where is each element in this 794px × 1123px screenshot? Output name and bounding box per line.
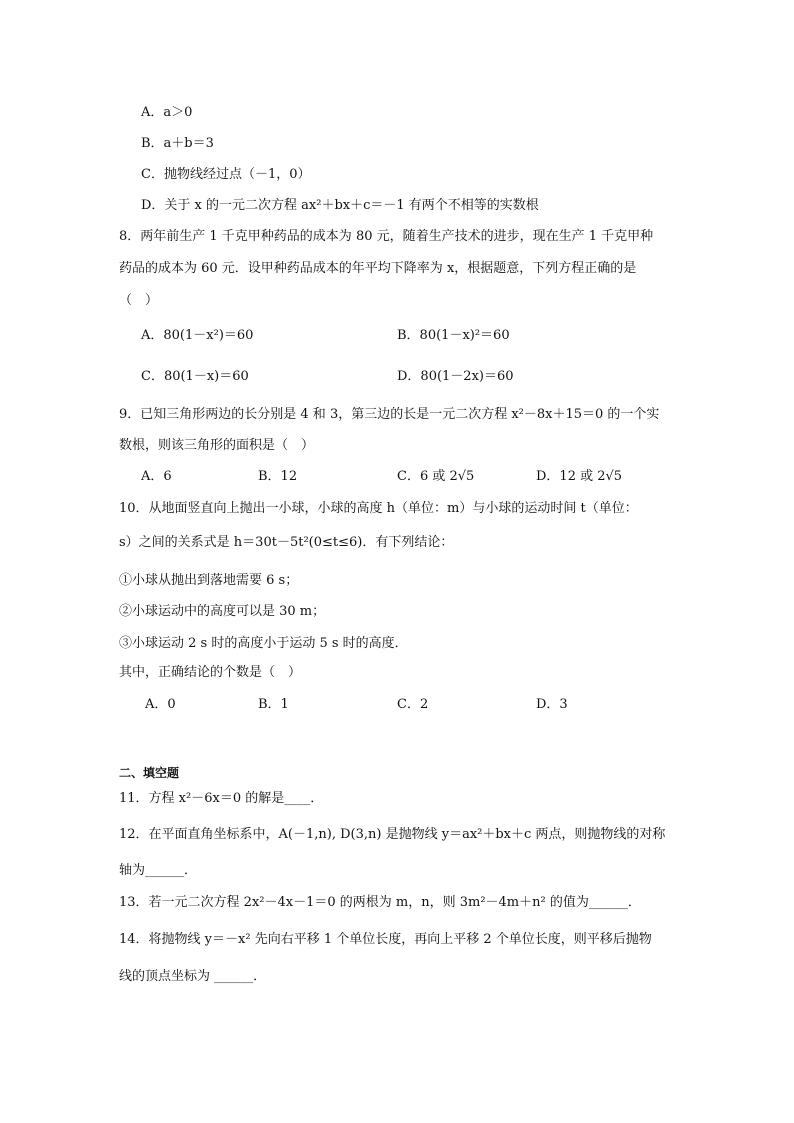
q7-option-a: A．a＞0 xyxy=(141,105,193,120)
q7-option-c: C．抛物线经过点（－1，0） xyxy=(141,167,311,182)
q10-option-d: D．3 xyxy=(536,697,568,712)
q8-stem-line2: 药品的成本为 60 元．设甲种药品成本的年平均下降率为 x，根据题意，下列方程正确的是 xyxy=(119,261,637,276)
q9-stem-line1: 9．已知三角形两边的长分别是 4 和 3，第三边的长是一元二次方程 x²－8x＋15＝0 的一个实 xyxy=(119,407,660,422)
q12-stem-line1: 12．在平面直角坐标系中，A(－1,n), D(3,n) 是抛物线 y＝ax²＋bx＋c 两点，则抛物线的对称 xyxy=(119,827,666,842)
q7-option-b: B．a＋b＝3 xyxy=(141,136,214,151)
q8-option-c: C．80(1－x)＝60 xyxy=(141,369,249,384)
q10-stem-line1: 10．从地面竖直向上抛出一小球，小球的高度 h（单位：m）与小球的运动时间 t（单位： xyxy=(119,501,638,516)
q10-statement-1: ①小球从抛出到落地需要 6 s； xyxy=(119,573,299,588)
q10-statement-2: ②小球运动中的高度可以是 30 m； xyxy=(119,604,326,619)
section-heading-fill-in: 二、填空题 xyxy=(119,766,180,780)
q11-text: 11．方程 x²－6x＝0 的解是____． xyxy=(119,791,324,806)
q10-stem-line2: s）之间的关系式是 h＝30t－5t²(0≤t≤6)．有下列结论： xyxy=(119,535,454,550)
q10-statement-3: ③小球运动 2 s 时的高度小于运动 5 s 时的高度． xyxy=(119,636,408,651)
q10-option-c: C．2 xyxy=(397,697,429,712)
q12-stem-line2: 轴为______． xyxy=(119,863,198,878)
q8-stem-line3: （ ） xyxy=(119,293,159,308)
q8-option-d: D．80(1－2x)＝60 xyxy=(397,369,514,384)
q10-question: 其中，正确结论的个数是（ ） xyxy=(119,665,302,680)
q14-stem-line1: 14．将抛物线 y＝－x² 先向右平移 1 个单位长度，再向上平移 2 个单位长度，则平移后抛物 xyxy=(119,932,652,947)
q10-option-b: B．1 xyxy=(258,697,289,712)
q9-option-d: D．12 或 2√5 xyxy=(536,469,623,484)
q10-option-a: A．0 xyxy=(145,697,176,712)
q9-option-b: B．12 xyxy=(258,469,298,484)
q9-stem-line2: 数根，则该三角形的面积是（ ） xyxy=(119,438,315,453)
q13-text: 13．若一元二次方程 2x²－4x－1＝0 的两根为 m，n，则 3m²－4m＋n² 的值为______． xyxy=(119,895,641,910)
q8-option-a: A．80(1－x²)＝60 xyxy=(141,328,254,343)
q9-option-a: A．6 xyxy=(141,469,172,484)
q14-stem-line2: 线的顶点坐标为 ______． xyxy=(119,969,267,984)
q9-option-c: C．6 或 2√5 xyxy=(397,469,475,484)
q8-option-b: B．80(1－x)²＝60 xyxy=(397,328,510,343)
q8-stem-line1: 8．两年前生产 1 千克甲种药品的成本为 80 元，随着生产技术的进步，现在生产 1 千克甲种 xyxy=(119,229,654,244)
q7-option-d: D．关于 x 的一元二次方程 ax²＋bx＋c＝－1 有两个不相等的实数根 xyxy=(141,198,539,213)
